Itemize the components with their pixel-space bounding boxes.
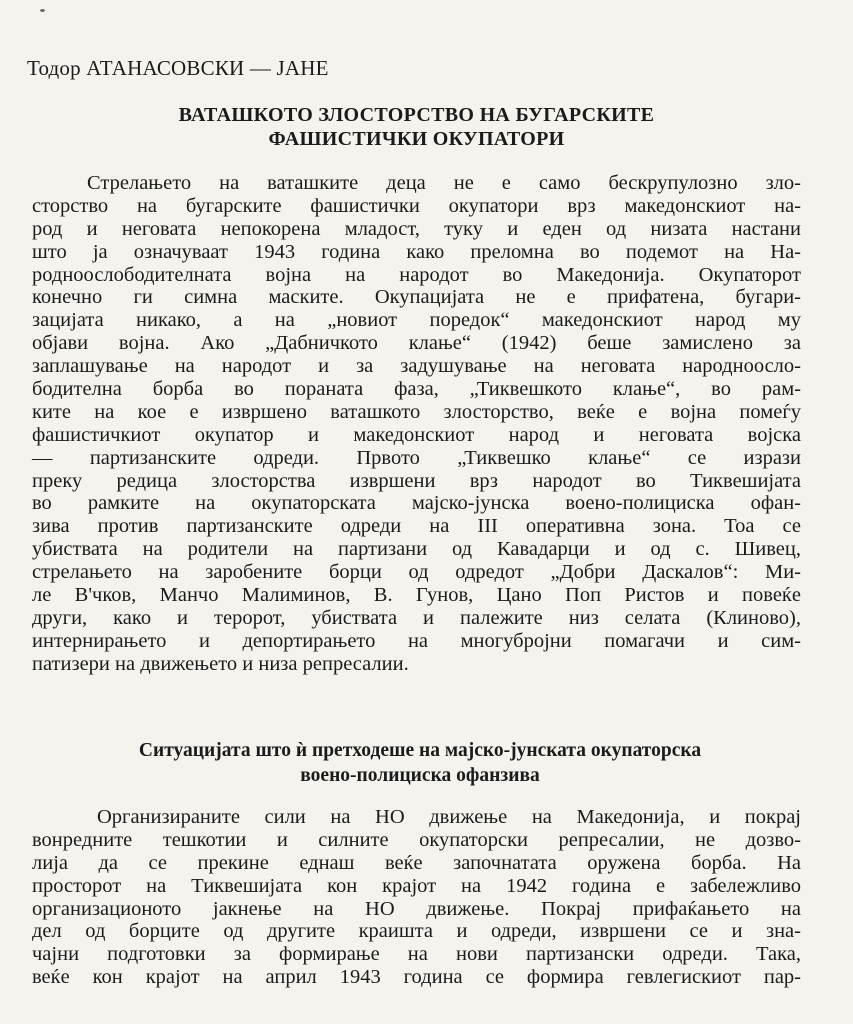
author-name: Тодор АТАНАСОВСКИ — ЈАНЕ: [27, 56, 329, 80]
text-line: преку редица злосторства извршени врз народот во Тиквешијата: [32, 469, 801, 492]
section-heading: [55, 738, 785, 788]
text-line: зацијата никако, а на „новиот поредок“ македонскиот народ му: [32, 309, 801, 332]
text-line: — партизанските одреди. Првото „Тиквешко клање“ се изрази: [32, 446, 801, 469]
ink-speck: [40, 9, 45, 12]
title-line-2: ФАШИСТИЧКИ ОКУПАТОРИ: [268, 128, 565, 150]
text-line: други, како и теророт, убиствата и палежите низ селата (Клиново),: [32, 606, 801, 629]
text-line: конечно ги симна маските. Окупацијата не е прифатена, бугари-: [32, 286, 801, 309]
text-line: дел од борците од другите краишта и одреди, извршени се и зна-: [32, 920, 801, 943]
text-line: Организираните сили на НО движење на Македонија, и покрај: [97, 806, 801, 828]
text-line: фашистичкиот окупатор и македонскиот народ и неговата војска: [32, 423, 801, 446]
text-line: веќе кон крајот на април 1943 година се формира гевлегискиот пар-: [32, 966, 801, 989]
text-line: зива против партизанските одреди на III оперативна зона. Тоа се: [32, 515, 801, 538]
text-line: заплашување на народот и за задушување на неговата народноосло-: [32, 355, 801, 378]
text-line: стрелањето на заробените борци од одредот „Добри Даскалов“: Ми-: [32, 561, 801, 584]
text-line: вонредните тешкотии и силните окупаторски репресалии, не дозво-: [32, 828, 801, 851]
text-line: што ја означуваат 1943 година како преломна во подемот на На-: [32, 240, 801, 263]
text-line: роднoослободителната војна на народот во Македонија. Окупаторот: [32, 263, 801, 286]
section-heading-line-2: воено-полициска офанзива: [300, 765, 540, 786]
text-line: род и неговата непокорена младост, туку и еден од низата настани: [32, 217, 801, 240]
text-line: интернирањето и депортирањето на многубројни помагачи и сим-: [32, 629, 801, 652]
title-line-1: ВАТАШКОТО ЗЛОСТОРСТВО НА БУГАРСКИТЕ: [178, 104, 655, 126]
article-title: [90, 103, 743, 151]
text-line: чајни подготовки за формирање на нови партизански одреди. Така,: [32, 943, 801, 966]
paragraph-1: [32, 172, 801, 676]
text-line: организационото јакнење на НО движење. Покрај прифаќањето на: [32, 897, 801, 920]
paragraph-2: [32, 806, 801, 989]
section-heading-line-1: Ситуацијата што ѝ претходеше на мајско-јунската окупаторска: [138, 740, 702, 761]
text-line: во рамките на окупаторската мајско-јунска воено-полициска офан-: [32, 492, 801, 515]
text-line: сторство на бугарските фашистички окупатори врз македонскиот на-: [32, 194, 801, 217]
text-line: Стрелањето на ваташките деца не е само бескрупулозно зло-: [87, 172, 801, 194]
text-line: објави војна. Ако „Дабничкото клање“ (1942) беше замислено за: [32, 332, 801, 355]
text-line: просторот на Тиквешијата кон крајот на 1942 година е забележливо: [32, 874, 801, 897]
text-line: лија да се прекине еднаш веќе започнатата оружена борба. На: [32, 851, 801, 874]
text-line: ките на кое е извршено ваташкото злосторство, веќе е војна помеѓу: [32, 400, 801, 423]
text-line: бодителна борба во пораната фаза, „Тиквешкото клање“, во рам-: [32, 378, 801, 401]
text-line: патизери на движењето и низа репресалии.: [32, 652, 409, 675]
text-line: убиствата на родители на партизани од Кавадарци и од с. Шивец,: [32, 538, 801, 561]
text-line: ле В'чков, Манчо Малиминов, В. Гунов, Цано Поп Ристов и повеќе: [32, 584, 801, 607]
